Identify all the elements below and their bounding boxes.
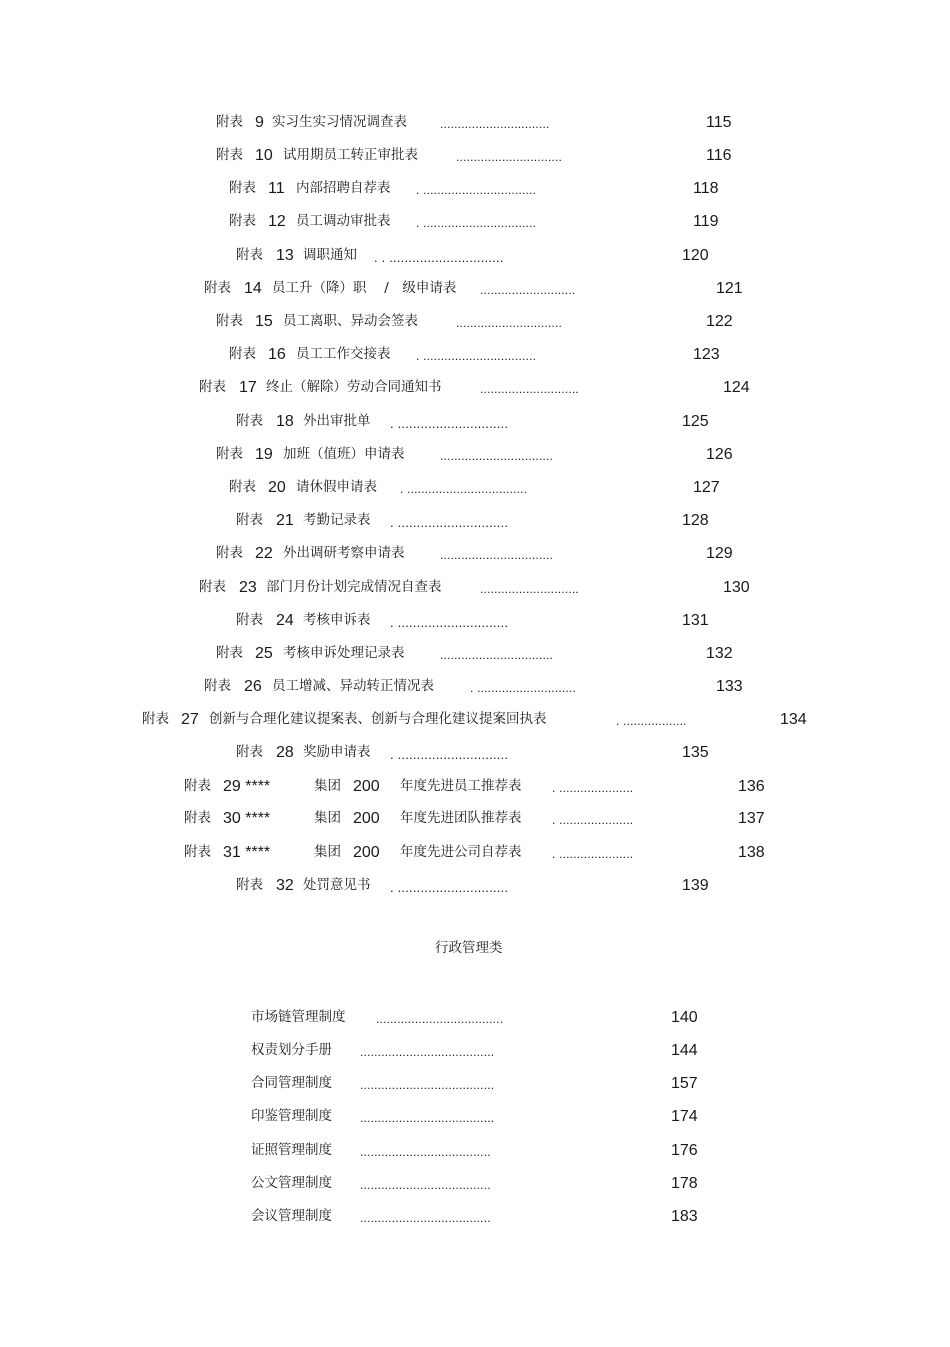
- entry-title: 加班（值班）申请表: [283, 446, 405, 462]
- entry-number: 21: [276, 512, 294, 529]
- leader-dots: ............................: [480, 382, 579, 396]
- entry-prefix: 附表: [216, 114, 243, 130]
- page-number: 133: [716, 678, 743, 695]
- entry-title: 年度先进公司自荐表: [400, 844, 522, 860]
- page-number: 120: [682, 247, 709, 264]
- entry-title: 创新与合理化建议提案表、创新与合理化建议提案回执表: [209, 711, 547, 727]
- entry-number: 18: [276, 413, 294, 430]
- page-number: 135: [682, 744, 709, 761]
- entry-prefix: 附表: [236, 612, 263, 628]
- entry-number: 24: [276, 612, 294, 629]
- page-number: 144: [671, 1042, 698, 1059]
- entry-title: 市场链管理制度: [251, 1009, 346, 1025]
- leader-dots: ...............................: [440, 117, 550, 131]
- entry-prefix: 附表: [236, 512, 263, 528]
- entry-prefix: 附表: [236, 413, 263, 429]
- entry-number: 13: [276, 247, 294, 264]
- page-number: 126: [706, 446, 733, 463]
- leader-dots: . .............................: [390, 747, 509, 762]
- group-label: 集团: [314, 810, 341, 826]
- leader-dots: ......................................: [360, 1078, 495, 1092]
- leader-dots: ....................................: [376, 1012, 504, 1026]
- entry-prefix: 附表: [236, 247, 263, 263]
- entry-number: 9: [255, 114, 264, 131]
- entry-prefix: 附表: [199, 379, 226, 395]
- entry-title: 部门月份计划完成情况自查表: [266, 579, 442, 595]
- leader-dots: ......................................: [360, 1045, 495, 1059]
- entry-title: 年度先进员工推荐表: [400, 778, 522, 794]
- page-number: 139: [682, 877, 709, 894]
- leader-dots: ..............................: [456, 316, 563, 330]
- page-number: 140: [671, 1009, 698, 1026]
- page-number: 124: [723, 379, 750, 396]
- leader-dots: ...........................: [480, 283, 576, 297]
- entry-title: 员工增减、异动转正情况表: [272, 678, 434, 694]
- entry-number: 32: [276, 877, 294, 894]
- entry-number: 16: [268, 346, 286, 363]
- leader-dots: ............................: [480, 582, 579, 596]
- entry-number: 23: [239, 579, 257, 596]
- page-number: 178: [671, 1175, 698, 1192]
- entry-number: 25: [255, 645, 273, 662]
- leader-dots: .....................................: [360, 1178, 491, 1192]
- entry-prefix: 附表: [229, 180, 256, 196]
- page-number: 137: [738, 810, 765, 827]
- entry-title: 公文管理制度: [251, 1175, 332, 1191]
- entry-title: 证照管理制度: [251, 1142, 332, 1158]
- page-number: 123: [693, 346, 720, 363]
- entry-number: 12: [268, 213, 286, 230]
- page-number: 127: [693, 479, 720, 496]
- leader-dots: . ..................................: [400, 482, 528, 496]
- leader-dots: . ................................: [416, 216, 537, 230]
- leader-dots: . ................................: [416, 349, 537, 363]
- leader-dots: ..............................: [456, 150, 563, 164]
- page-number: 134: [780, 711, 807, 728]
- entry-number: 28: [276, 744, 294, 761]
- entry-title: 会议管理制度: [251, 1208, 332, 1224]
- entry-title: 员工离职、异动会签表: [283, 313, 418, 329]
- entry-title: 内部招聘自荐表: [296, 180, 391, 196]
- page-number: 131: [682, 612, 709, 629]
- leader-dots: . . ..............................: [374, 250, 504, 265]
- page-number: 174: [671, 1108, 698, 1125]
- leader-dots: . ................................: [416, 183, 537, 197]
- entry-title: 员工调动审批表: [296, 213, 391, 229]
- entry-number: 11: [268, 180, 285, 197]
- entry-prefix: 附表: [216, 313, 243, 329]
- entry-prefix: 附表: [216, 446, 243, 462]
- entry-title: 考勤记录表: [303, 512, 371, 528]
- entry-prefix: 附表: [204, 678, 231, 694]
- entry-title: 处罚意见书: [303, 877, 371, 893]
- entry-prefix: 附表: [236, 744, 263, 760]
- year-prefix: 200: [353, 778, 380, 795]
- entry-title: 外出审批单: [303, 413, 371, 429]
- entry-number: 15: [255, 313, 273, 330]
- leader-dots: . ............................: [470, 681, 577, 695]
- page-number: 130: [723, 579, 750, 596]
- leader-dots: . .....................: [552, 847, 634, 861]
- entry-title: 实习生实习情况调查表: [272, 114, 407, 130]
- page-number: 136: [738, 778, 765, 795]
- entry-title: 请休假申请表: [296, 479, 377, 495]
- entry-title: 奖励申请表: [303, 744, 371, 760]
- entry-prefix: 附表: [216, 645, 243, 661]
- leader-dots: . .............................: [390, 615, 509, 630]
- entry-number: 17: [239, 379, 257, 396]
- page-number: 119: [693, 213, 719, 230]
- entry-prefix: 附表: [199, 579, 226, 595]
- group-label: 集团: [314, 844, 341, 860]
- entry-title: 印鉴管理制度: [251, 1108, 332, 1124]
- section-heading: 行政管理类: [435, 940, 503, 956]
- leader-dots: . ..................: [616, 714, 687, 728]
- page-number: 116: [706, 147, 732, 164]
- entry-prefix: 附表: [236, 877, 263, 893]
- entry-title: 外出调研考察申请表: [283, 545, 405, 561]
- entry-number: 29 ****: [223, 778, 271, 795]
- entry-prefix: 附表: [216, 147, 243, 163]
- page-number: 138: [738, 844, 765, 861]
- year-prefix: 200: [353, 810, 380, 827]
- page-number: 122: [706, 313, 733, 330]
- entry-number: 30 ****: [223, 810, 271, 827]
- leader-dots: . .....................: [552, 813, 634, 827]
- leader-dots: ................................: [440, 449, 554, 463]
- entry-title: 终止（解除）劳动合同通知书: [266, 379, 442, 395]
- entry-title: 员工工作交接表: [296, 346, 391, 362]
- entry-title: 权责划分手册: [251, 1042, 332, 1058]
- entry-number: 19: [255, 446, 273, 463]
- leader-dots: ................................: [440, 648, 554, 662]
- leader-dots: ......................................: [360, 1111, 495, 1125]
- entry-number: 14: [244, 280, 262, 297]
- page-number: 132: [706, 645, 733, 662]
- leader-dots: . .....................: [552, 781, 634, 795]
- leader-dots: .....................................: [360, 1145, 491, 1159]
- page-number: 125: [682, 413, 709, 430]
- page-number: 121: [716, 280, 743, 297]
- leader-dots: . .............................: [390, 515, 509, 530]
- group-label: 集团: [314, 778, 341, 794]
- entry-title: 年度先进团队推荐表: [400, 810, 522, 826]
- entry-number: 31 ****: [223, 844, 271, 861]
- entry-prefix: 附表: [216, 545, 243, 561]
- page-number: 176: [671, 1142, 698, 1159]
- entry-title: 员工升（降）职 / 级申请表: [272, 280, 457, 296]
- page-number: 183: [671, 1208, 698, 1225]
- entry-prefix: 附表: [204, 280, 231, 296]
- leader-dots: . .............................: [390, 880, 509, 895]
- page-number: 157: [671, 1075, 698, 1092]
- page-number: 129: [706, 545, 733, 562]
- entry-title: 考核申诉处理记录表: [283, 645, 405, 661]
- page-number: 115: [706, 114, 732, 131]
- entry-title: 合同管理制度: [251, 1075, 332, 1091]
- entry-number: 22: [255, 545, 273, 562]
- entry-title: 考核申诉表: [303, 612, 371, 628]
- entry-title: 调职通知: [303, 247, 357, 263]
- entry-prefix: 附表: [184, 778, 211, 794]
- entry-prefix: 附表: [229, 479, 256, 495]
- entry-prefix: 附表: [184, 844, 211, 860]
- entry-prefix: 附表: [184, 810, 211, 826]
- leader-dots: .....................................: [360, 1211, 491, 1225]
- entry-prefix: 附表: [229, 213, 256, 229]
- entry-number: 20: [268, 479, 286, 496]
- entry-number: 26: [244, 678, 262, 695]
- leader-dots: . .............................: [390, 416, 509, 431]
- entry-number: 10: [255, 147, 273, 164]
- year-prefix: 200: [353, 844, 380, 861]
- leader-dots: ................................: [440, 548, 554, 562]
- entry-prefix: 附表: [142, 711, 169, 727]
- page-number: 118: [693, 180, 719, 197]
- page-number: 128: [682, 512, 709, 529]
- entry-title: 试用期员工转正审批表: [283, 147, 418, 163]
- entry-prefix: 附表: [229, 346, 256, 362]
- entry-number: 27: [181, 711, 199, 728]
